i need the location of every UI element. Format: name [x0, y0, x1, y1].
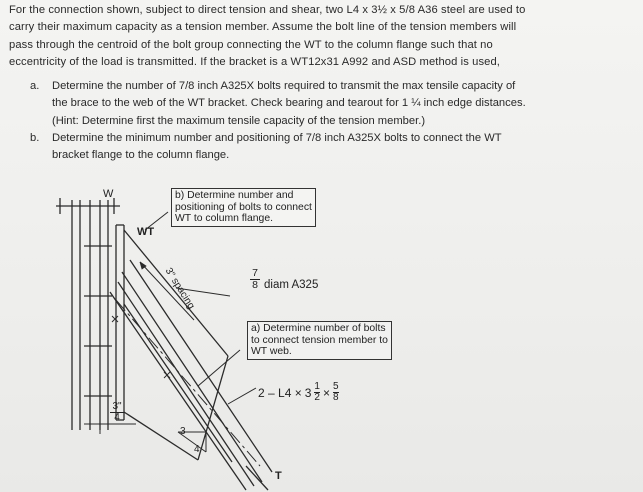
angle-last-num: 5 [332, 381, 339, 392]
bolt-fraction-den: 8 [252, 279, 258, 291]
angle-mid-num: 1 [314, 381, 320, 392]
angle-mid-den: 2 [314, 392, 320, 403]
slope-run: 4 [194, 444, 200, 455]
note-line: b) Determine number and [175, 190, 294, 201]
note-line: WT web. [251, 346, 292, 357]
column-label: W [103, 188, 114, 200]
statement-line: eccentricity of the load is transmitted. If the bracket is a WT12x31 A992 and ASD method is used, [9, 55, 501, 68]
angle-prefix: 2 – L4 × [258, 385, 302, 400]
statement-line: pass through the centroid of the bolt group connecting the WT to the column flange such that no [9, 38, 493, 51]
task-line: Determine the minimum number and positioning of 7/8 inch A325X bolts to connect the WT [52, 131, 502, 144]
spacing-label: 3" spacing [162, 266, 197, 312]
note-line: positioning of bolts to connect [175, 201, 312, 213]
bolt-spec: diam A325 [264, 279, 319, 291]
angle-2 [110, 292, 246, 490]
task-line: (Hint: Determine first the maximum tensile capacity of the tension member.) [52, 114, 426, 127]
task-marker: b. [30, 131, 40, 144]
wt-web-bottom [124, 412, 198, 460]
statement-line: carry their maximum capacity as a tension member. Assume the bolt line of the tension members will [9, 21, 517, 34]
angle-designation [258, 382, 339, 403]
bolt-fraction-num: 7 [250, 268, 260, 280]
note-line: a) Determine number of bolts [251, 323, 386, 334]
edge-dimension [110, 402, 124, 423]
task-line: bracket flange to the column flange. [52, 149, 230, 162]
note-box-b [171, 188, 316, 227]
task-line: the brace to the web of the WT bracket. Check bearing and tearout for 1 ¼ inch edge distances. [52, 97, 526, 110]
bolt-fraction [250, 268, 260, 291]
wt-label: WT [137, 226, 155, 238]
angle-mid-whole: 3 [304, 385, 312, 400]
angle-times: × [322, 385, 330, 400]
angle-last-den: 8 [332, 392, 339, 403]
edge-dimension-num: 3" [110, 402, 124, 413]
load-label: T [275, 470, 282, 482]
slope-rise: 3 [180, 426, 186, 437]
bolt-centerline [116, 300, 260, 466]
edge-dimension-den: 4 [114, 412, 120, 423]
note-box-a [247, 321, 392, 360]
task-line: Determine the number of 7/8 inch A325X bolts required to transmit the max tensile capacity of [52, 80, 516, 92]
angle-mid-fraction [314, 382, 320, 403]
task-marker: a. [30, 80, 40, 92]
angle-last-fraction [333, 382, 339, 403]
note-line: to connect tension member to [251, 334, 388, 346]
note-line: WT to column flange. [175, 213, 273, 224]
statement-line: For the connection shown, subject to direct tension and shear, two L4 x 3½ x 5/8 A36 steel are used to [9, 4, 526, 16]
